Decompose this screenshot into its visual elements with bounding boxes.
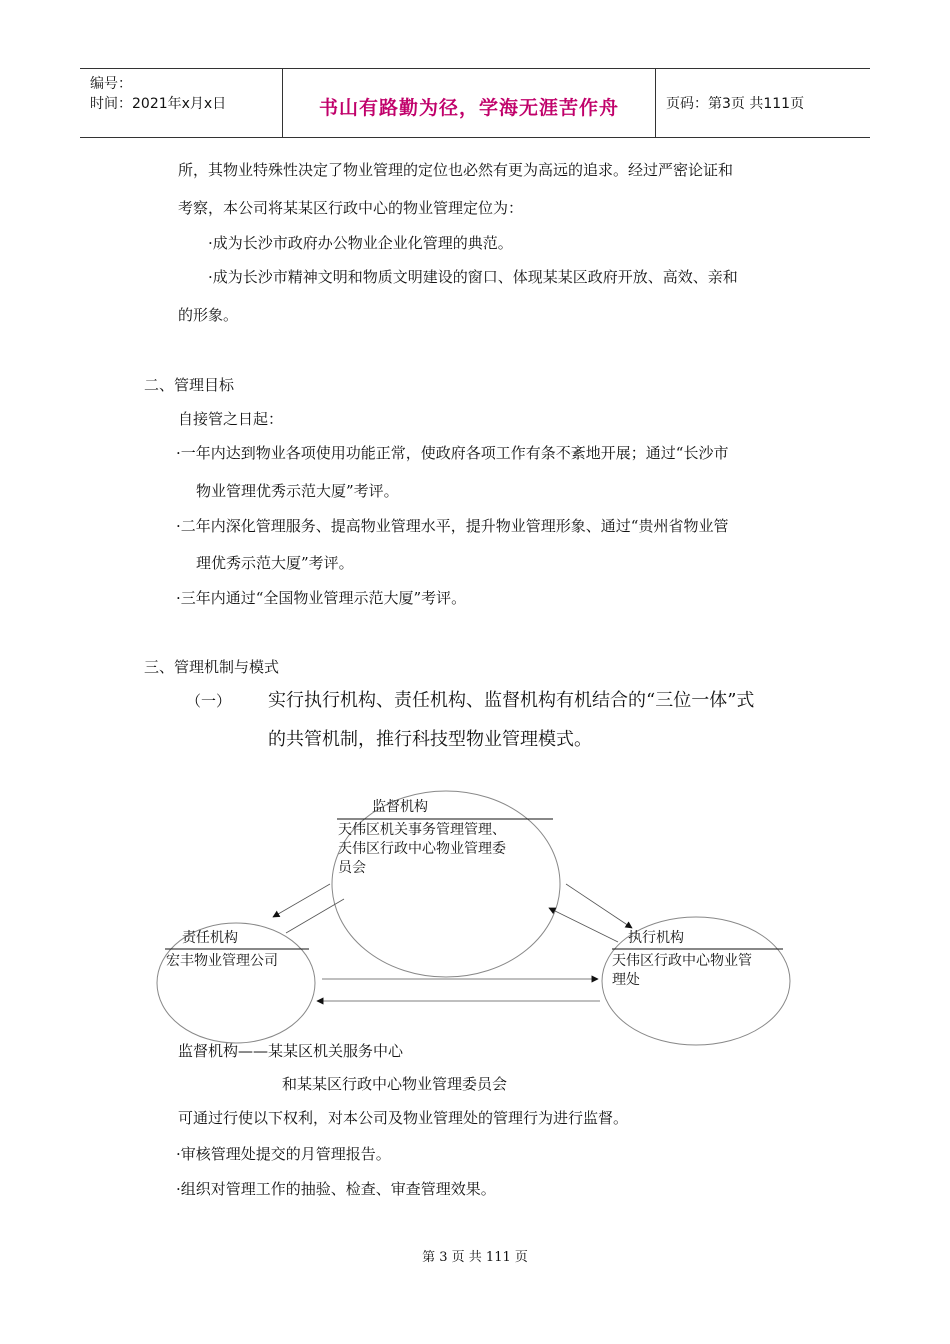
supervise-title: 监督机构: [372, 799, 428, 815]
bullet-item: ·成为长沙市政府办公物业企业化管理的典范。: [208, 234, 513, 252]
subsection-line: 实行执行机构、责任机构、监督机构有机结合的“三位一体”式: [268, 690, 755, 711]
paragraph-line: 可通过行使以下权利，对本公司及物业管理处的管理行为进行监督。: [178, 1109, 629, 1127]
paragraph-line: 和某某区行政中心物业管理委员会: [282, 1075, 508, 1093]
supervise-text: 天伟区机关事务管理管理、: [338, 822, 506, 838]
goal-item-continued: 物业管理优秀示范大厦”考评。: [196, 482, 399, 500]
time-label: 时间：2021年x月x日: [90, 96, 227, 112]
subsection-line: 的共管机制，推行科技型物业管理模式。: [268, 729, 592, 750]
paragraph-line: 自接管之日起：: [178, 410, 284, 428]
goal-item: ·二年内深化管理服务、提高物业管理水平，提升物业管理形象、通过“贵州省物业管: [176, 517, 729, 535]
execute-text: 理处: [612, 972, 640, 988]
paragraph-line: 考察，本公司将某某区行政中心的物业管理定位为：: [178, 199, 524, 217]
execute-title: 执行机构: [628, 930, 684, 946]
number-label: 编号：: [90, 76, 132, 92]
section-heading: 二、管理目标: [144, 376, 235, 394]
page-footer: 第 3 页 共 111 页: [422, 1250, 528, 1265]
subsection-number: （一）: [186, 692, 232, 710]
responsible-text: 宏丰物业管理公司: [166, 953, 278, 969]
page-label: 页码：第3页 共111页: [666, 96, 805, 112]
bullet-item-continued: 的形象。: [178, 306, 239, 324]
supervise-text: 天伟区行政中心物业管理委: [338, 841, 506, 857]
execute-text: 天伟区行政中心物业管: [612, 953, 752, 969]
paragraph-line: 所，其物业特殊性决定了物业管理的定位也必然有更为高远的追求。经过严密论证和: [178, 161, 734, 179]
bullet-item: ·组织对管理工作的抽验、检查、审查管理效果。: [176, 1180, 496, 1198]
supervise-text: 员会: [338, 860, 366, 876]
motto: 书山有路勤为径，学海无涯苦作舟: [318, 97, 619, 119]
bullet-item: ·成为长沙市精神文明和物质文明建设的窗口、体现某某区政府开放、高效、亲和: [208, 268, 738, 286]
paragraph-line: 监督机构——某某区机关服务中心: [178, 1042, 404, 1060]
bullet-item: ·审核管理处提交的月管理报告。: [176, 1145, 391, 1163]
arrow-execute-to-supervise: [549, 908, 618, 942]
responsible-title: 责任机构: [182, 930, 238, 946]
goal-item: ·三年内通过“全国物业管理示范大厦”考评。: [176, 589, 467, 607]
section-heading: 三、管理机制与模式: [144, 658, 280, 676]
goal-item: ·一年内达到物业各项使用功能正常，使政府各项工作有条不紊地开展；通过“长沙市: [176, 444, 729, 462]
goal-item-continued: 理优秀示范大厦”考评。: [196, 554, 354, 572]
